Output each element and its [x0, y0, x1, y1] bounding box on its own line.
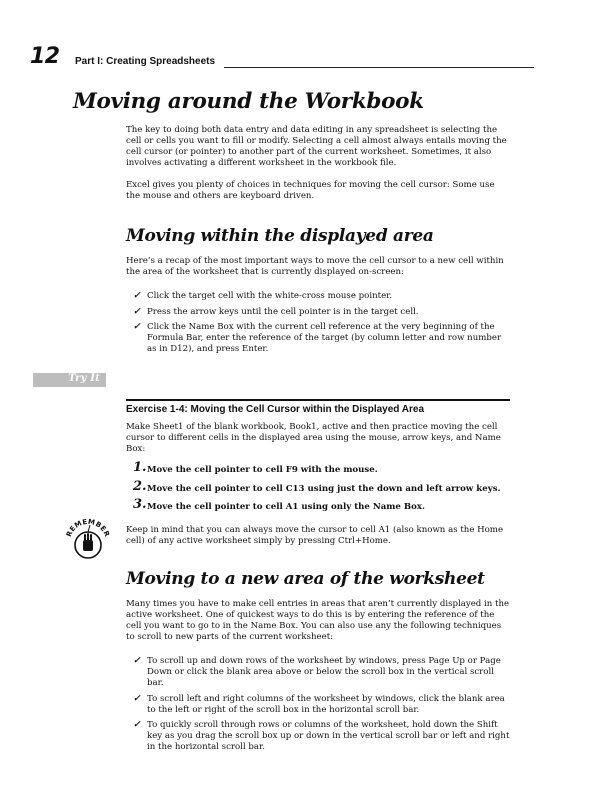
check-icon: ✓ [133, 322, 141, 332]
list-item [133, 291, 510, 302]
body-paragraph: Many times you have to make cell entries in areas that aren’t currently displayed in the active worksheet. One of quickest ways to do this is by entering the reference of the cell you want to go to in the Name Box. You can also use any the following techniques to scroll to new parts of the current worksheet: [126, 599, 510, 642]
running-head: Part I: Creating Spreadsheets [75, 56, 216, 67]
list-item-text: To scroll up and down rows of the worksheet by windows, press Page Up or Page Down or click the blank area above or below the scroll box in the vertical scroll bar. [147, 656, 501, 688]
body-paragraph: Here’s a recap of the most important ways to move the cell cursor to a new cell within the area of the worksheet that is currently displayed on-screen: [126, 256, 504, 277]
step-item [133, 460, 510, 482]
step-number: 1. [133, 460, 147, 475]
remember-label: REMEMBER [64, 517, 112, 539]
exercise-intro: Make Sheet1 of the blank workbook, Book1, active and then practice moving the cell cursor to different cells in the displayed area using the mouse, arrow keys, and Name Box: [126, 422, 501, 454]
step-text: Move the cell pointer to cell C13 using just the down and left arrow keys. [147, 483, 501, 494]
section-title-new-area: Moving to a new area of the worksheet [126, 569, 485, 589]
step-number: 2. [133, 478, 147, 494]
step-number: 3. [133, 497, 147, 512]
list-item [133, 322, 510, 355]
remember-icon [62, 511, 114, 561]
exercise-steps [133, 460, 510, 519]
bullet-list [133, 291, 510, 360]
exercise-title: Exercise 1-4: Moving the Cell Cursor within the Displayed Area [126, 404, 425, 415]
body-paragraph: The key to doing both data entry and data editing in any spreadsheet is selecting the cell or cells you want to fill or modify. Selecting a cell almost always entails moving the cell cursor (or pointer) to another part of the current worksheet. Sometimes, it also involves activating a different worksheet in the workbook file. [126, 125, 507, 168]
step-item [133, 478, 510, 501]
try-it-label: Try It [68, 373, 100, 384]
list-item-text: To scroll left and right columns of the worksheet by windows, click the blank area to the left or right of the scroll box in the horizontal scroll bar. [147, 693, 505, 715]
page-number: 12 [30, 44, 60, 69]
remember-note: Keep in mind that you can always move the cursor to cell A1 (also known as the Home cell) of any active worksheet simply by pressing Ctrl+Home. [126, 525, 504, 546]
step-item [133, 497, 510, 519]
header-rule [224, 67, 534, 68]
section-title-moving-around-workbook: Moving around the Workbook [73, 89, 424, 114]
list-item-text: Click the target cell with the white-cross mouse pointer. [147, 291, 393, 301]
check-icon: ✓ [133, 656, 141, 666]
try-it-tab [33, 373, 106, 387]
list-item-text: Press the arrow keys until the cell pointer is in the target cell. [147, 306, 419, 317]
list-item-text: To quickly scroll through rows or columns of the worksheet, hold down the Shift key as you drag the scroll box up or down in the vertical scroll bar or left and right in the horizontal scroll bar. [147, 720, 510, 752]
list-item [133, 656, 510, 689]
bullet-list [133, 656, 510, 758]
check-icon: ✓ [133, 306, 141, 317]
section-title-displayed-area: Moving within the displayed area [126, 226, 434, 246]
body-paragraph: Excel gives you plenty of choices in techniques for moving the cell cursor: Some use the mouse and others are keyboard driven. [126, 180, 495, 201]
check-icon: ✓ [133, 720, 141, 730]
list-item [133, 694, 510, 716]
list-item [133, 307, 510, 318]
check-icon: ✓ [133, 693, 141, 704]
list-item-text: Click the Name Box with the current cell reference at the very beginning of the Formula Bar, enter the reference of the target (by column letter and row number as in D12), and press Enter. [147, 322, 502, 354]
step-text: Move the cell pointer to cell A1 using only the Name Box. [147, 502, 425, 512]
check-icon: ✓ [133, 291, 141, 301]
list-item [133, 720, 510, 753]
step-text: Move the cell pointer to cell F9 with the mouse. [147, 465, 378, 475]
exercise-rule [126, 399, 510, 401]
